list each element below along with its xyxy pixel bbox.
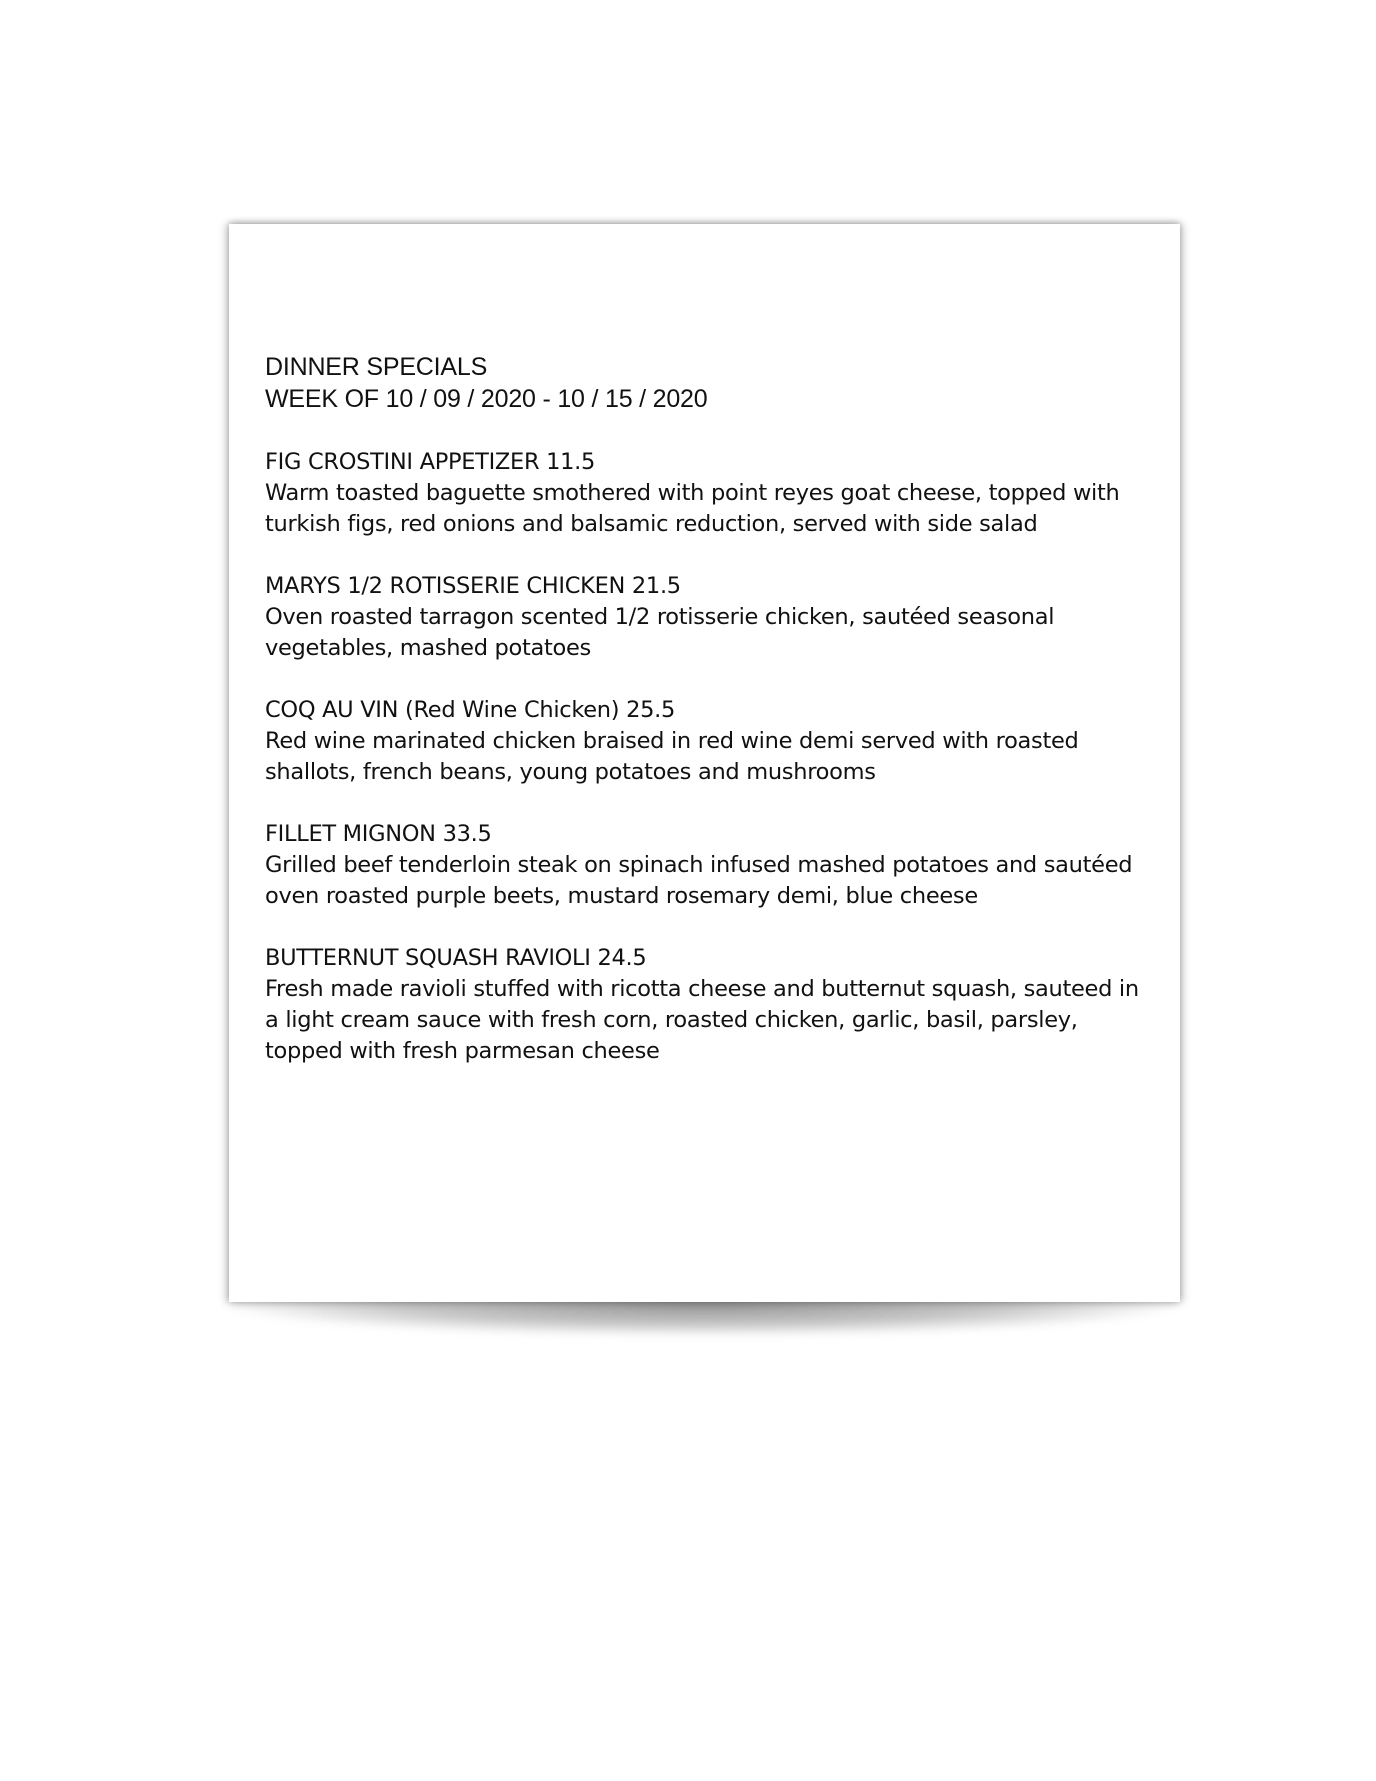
menu-sheet [229, 224, 1180, 1302]
menu-week: WEEK OF 10 / 09 / 2020 - 10 / 15 / 2020 [265, 385, 708, 413]
menu-header [265, 351, 1145, 415]
menu-item-title: MARYS 1/2 ROTISSERIE CHICKEN 21.5 [265, 573, 681, 599]
menu-item-title: FILLET MIGNON 33.5 [265, 821, 492, 847]
menu-heading: DINNER SPECIALS [265, 353, 488, 381]
menu-item-description: Grilled beef tenderloin steak on spinach infused mashed potatoes and sautéed oven roasted purple beets, mustard rosemary demi, blue cheese [265, 852, 1133, 909]
menu-item-description: Red wine marinated chicken braised in red wine demi served with roasted shallots, french beans, young potatoes and mushrooms [265, 728, 1079, 785]
menu-item [265, 695, 1145, 788]
menu-item [265, 819, 1145, 912]
menu-item-description: Oven roasted tarragon scented 1/2 rotisserie chicken, sautéed seasonal vegetables, mashed potatoes [265, 604, 1055, 661]
menu-item-title: BUTTERNUT SQUASH RAVIOLI 24.5 [265, 945, 647, 971]
menu-item [265, 571, 1145, 664]
menu-content [265, 351, 1145, 1098]
menu-items [265, 447, 1145, 1067]
menu-item-title: FIG CROSTINI APPETIZER 11.5 [265, 449, 596, 475]
menu-item [265, 943, 1145, 1067]
menu-item-title: COQ AU VIN (Red Wine Chicken) 25.5 [265, 697, 675, 723]
menu-item-description: Warm toasted baguette smothered with point reyes goat cheese, topped with turkish figs, red onions and balsamic reduction, served with side salad [265, 480, 1120, 537]
menu-item [265, 447, 1145, 540]
menu-item-description: Fresh made ravioli stuffed with ricotta cheese and butternut squash, sauteed in a light cream sauce with fresh corn, roasted chicken, garlic, basil, parsley, topped with fresh parmesan cheese [265, 976, 1139, 1064]
